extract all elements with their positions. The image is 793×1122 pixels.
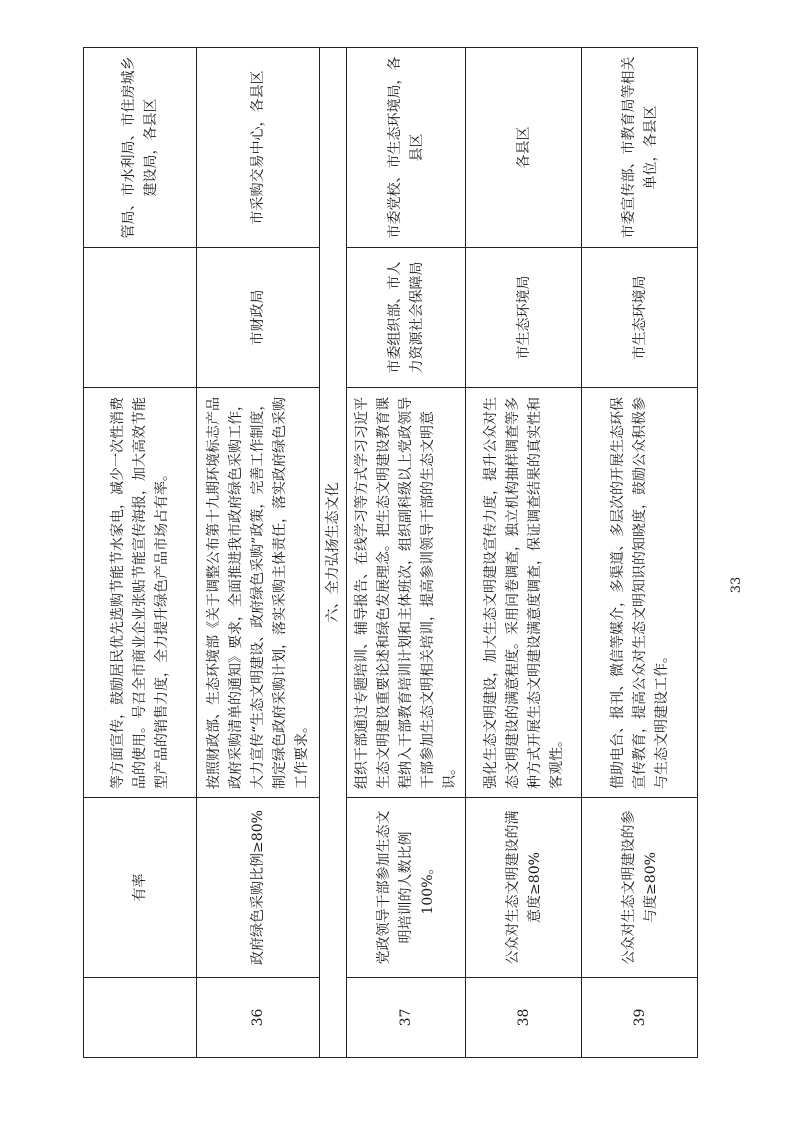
section-heading: 六、全力弘扬生态文化 bbox=[320, 48, 347, 1058]
table-row bbox=[197, 48, 320, 1058]
coop-dept-cell: 市委党校、市生态环境局，各县区 bbox=[347, 48, 466, 248]
table-row bbox=[466, 48, 582, 1058]
coop-dept-cell: 市采购交易中心，各县区 bbox=[197, 48, 320, 248]
indicator-cell: 政府绿色采购比例≥80% bbox=[197, 798, 320, 978]
table-row bbox=[347, 48, 466, 1058]
measure-cell: 按照财政部、生态环境部《关于调整公布第十九期环境标志产品政府采购清单的通知》要求，全面推进我市政府绿色采购工作，大力宣传“生态文明建设、政府绿色采购”政策，完善工作制度，制定绿色政府采购计划，落实采购主体责任，落实政府绿色采购工作要求。 bbox=[197, 388, 320, 798]
row-number: 37 bbox=[347, 978, 466, 1058]
measures-table bbox=[83, 47, 698, 1058]
lead-dept-cell: 市财政局 bbox=[197, 248, 320, 388]
table-row bbox=[84, 48, 197, 1058]
lead-dept-cell: 市委组织部、市人力资源社会保障局 bbox=[347, 248, 466, 388]
lead-dept-cell: 市生态环境局 bbox=[466, 248, 582, 388]
row-number: 38 bbox=[466, 978, 582, 1058]
measure-cell: 等方面宣传，鼓励居民优先选购节能节水家电，减少一次性消费品的使用。号召全市商业企业张贴节能宣传海报，加大高效节能型产品的销售力度，全力提升绿色产品市场占有率。 bbox=[84, 388, 197, 798]
indicator-cell: 公众对生态文明建设的满意度≥80% bbox=[466, 798, 582, 978]
measure-cell: 借助电台、报刊、微信等媒介，多渠道、多层次的开展生态环保宣传教育，提高公众对生态文明知识的知晓度，鼓励公众积极参与生态文明建设工作。 bbox=[582, 388, 698, 798]
lead-dept-cell bbox=[84, 248, 197, 388]
row-number bbox=[84, 978, 197, 1058]
coop-dept-cell: 管局、市水利局、市住房城乡建设局，各县区 bbox=[84, 48, 197, 248]
coop-dept-cell: 市委宣传部、市教育局等相关单位，各县区 bbox=[582, 48, 698, 248]
indicator-cell: 公众对生态文明建设的参与度≥80% bbox=[582, 798, 698, 978]
table-row bbox=[582, 48, 698, 1058]
row-number: 36 bbox=[197, 978, 320, 1058]
coop-dept-cell: 各县区 bbox=[466, 48, 582, 248]
row-number: 39 bbox=[582, 978, 698, 1058]
measure-cell: 组织干部通过专题培训、辅导报告、在线学习等方式学习习近平生态文明建设重要论述和绿色发展理念。把生态文明建设教育课程纳入干部教育培训计划和主体班次，组织副科级以上党政领导干部参加生态文明相关培训，提高参训领导干部的生态文明意识。 bbox=[347, 388, 466, 798]
page-number: 33 bbox=[729, 576, 744, 594]
rotated-page bbox=[83, 48, 670, 1058]
section-row bbox=[320, 48, 347, 1058]
indicator-cell: 党政领导干部参加生态文明培训的人数比例100%。 bbox=[347, 798, 466, 978]
measure-cell: 强化生态文明建设，加大生态文明建设宣传力度，提升公众对生态文明建设的满意程度。采用问卷调查，独立机构抽样调查等多种方式开展生态文明建设满意度调查，保证调查结果的真实性和客观性。 bbox=[466, 388, 582, 798]
lead-dept-cell: 市生态环境局 bbox=[582, 248, 698, 388]
indicator-cell: 有率 bbox=[84, 798, 197, 978]
